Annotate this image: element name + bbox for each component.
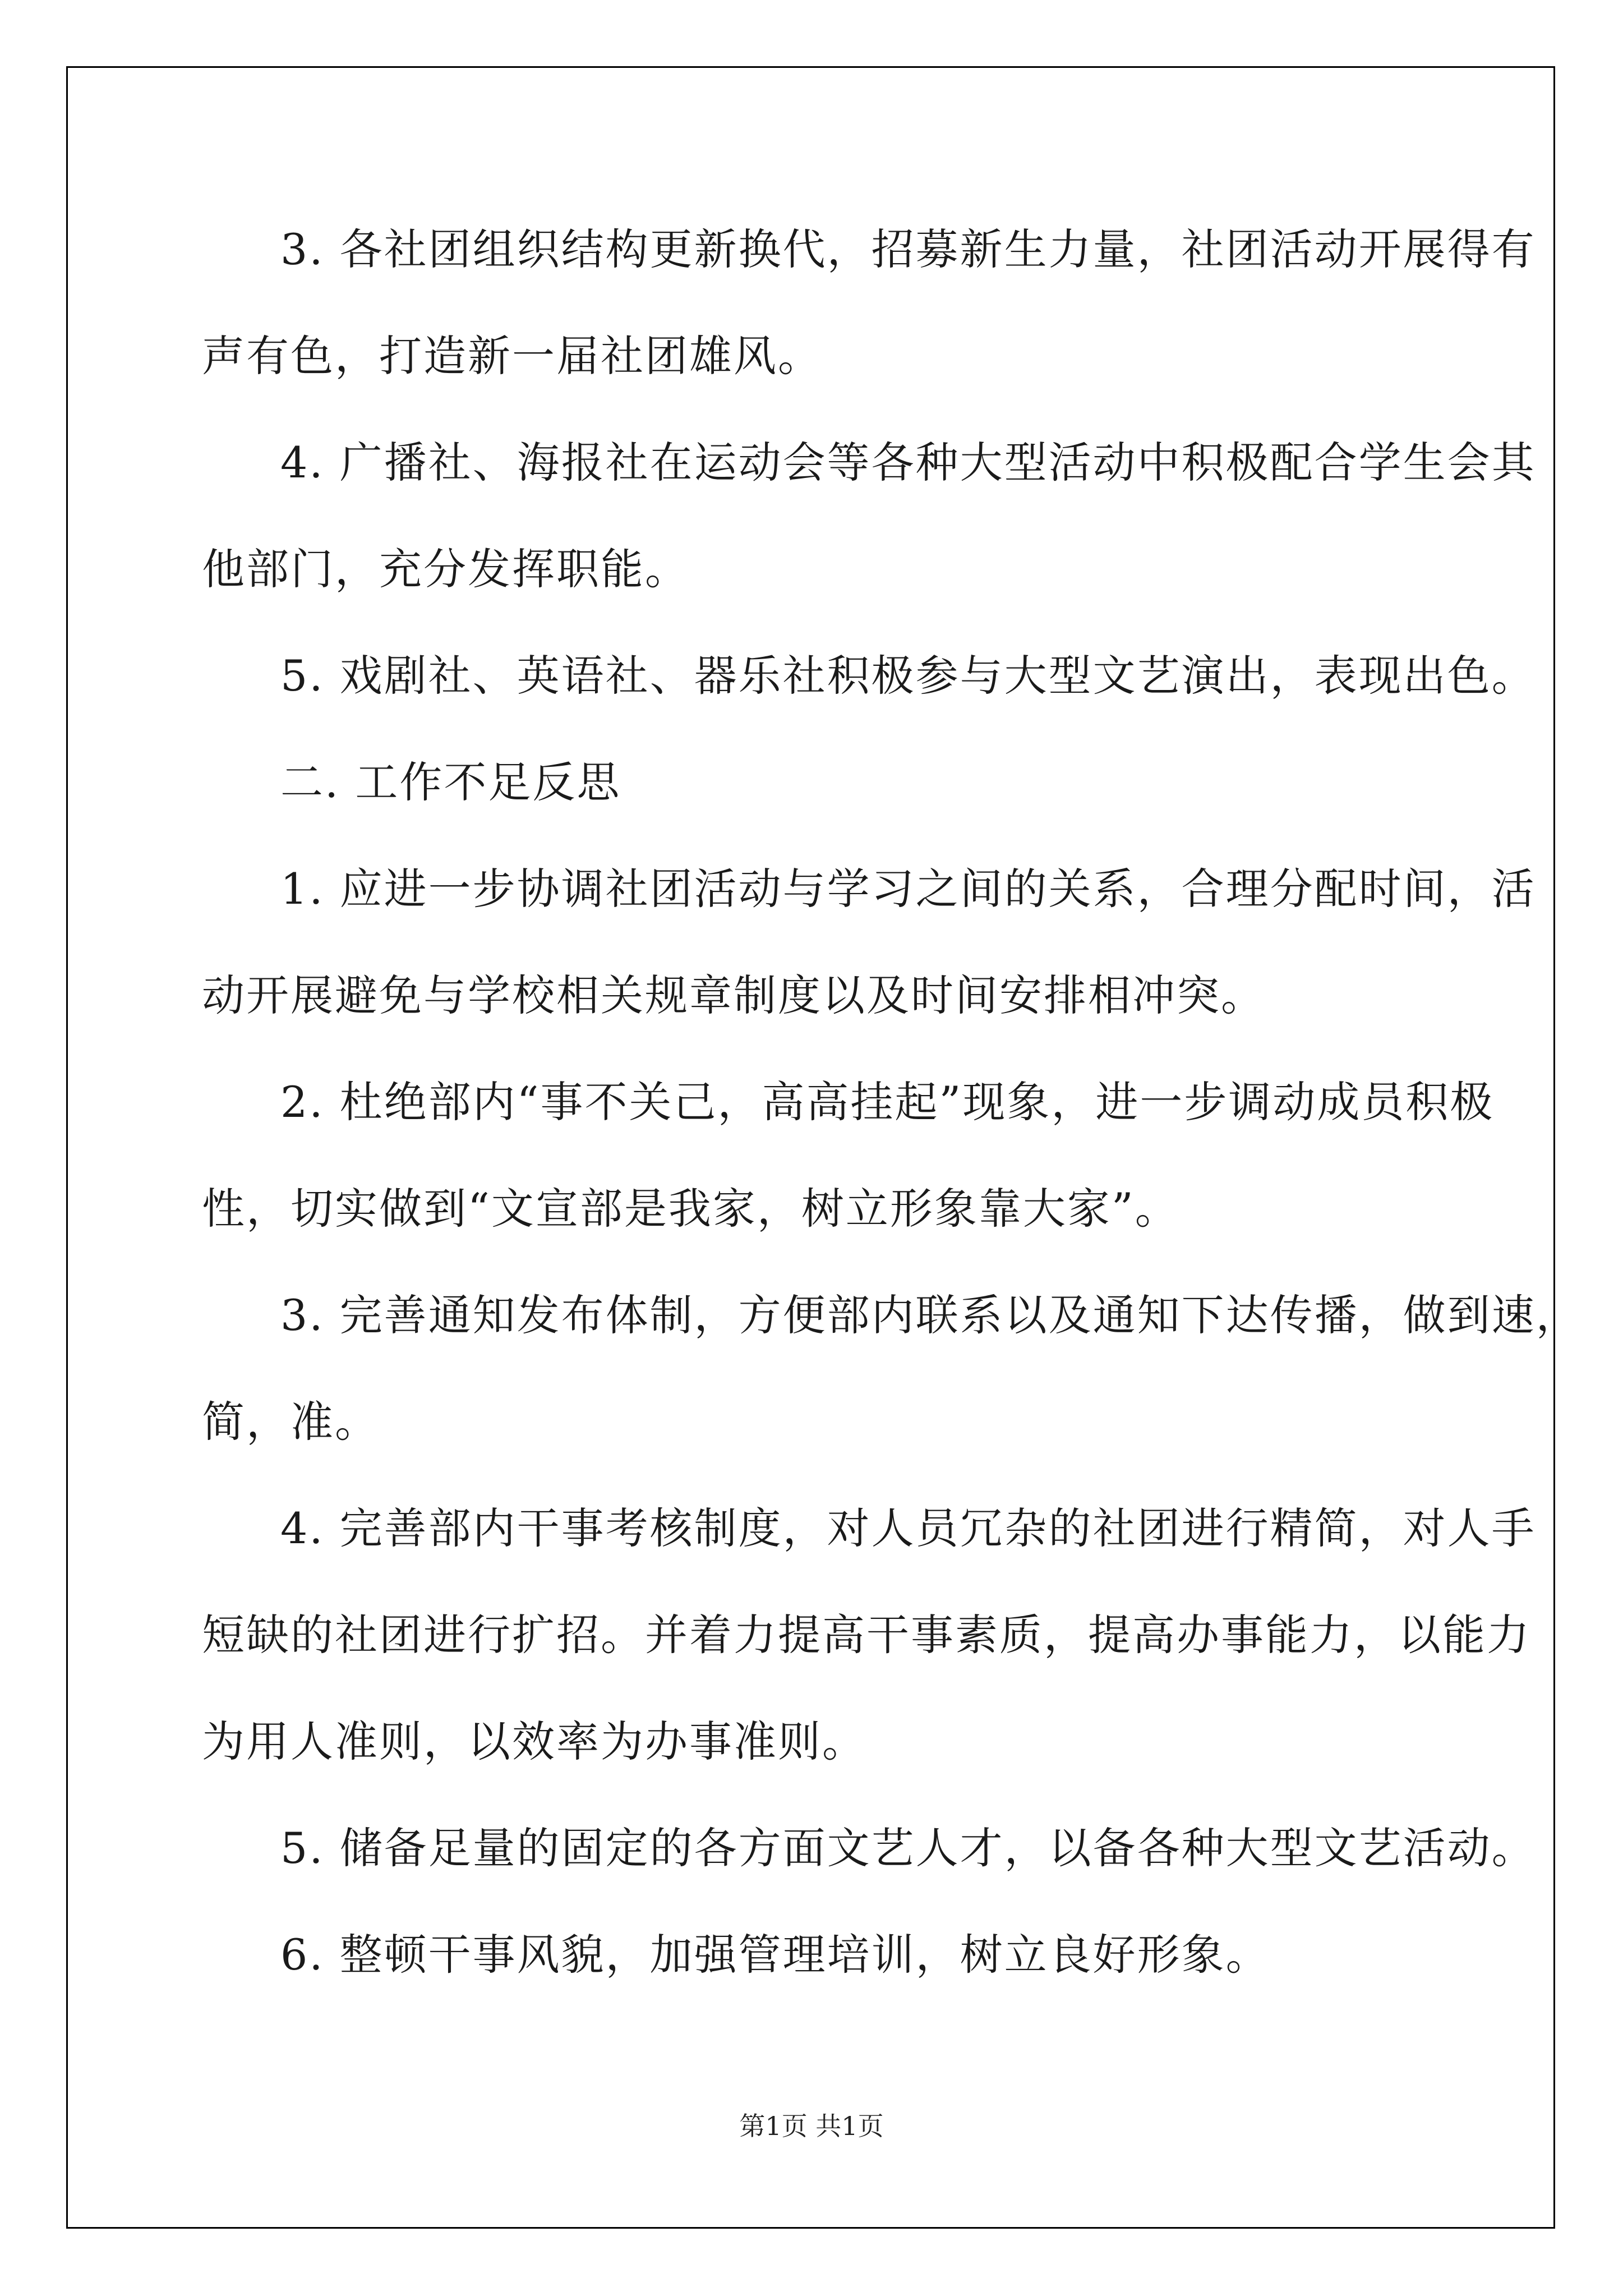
- paragraph-line: 3. 各社团组织结构更新换代，招募新生力量，社团活动开展得有: [280, 224, 1536, 274]
- paragraph-line: 为用人准则，以效率为办事准则。: [202, 1717, 866, 1766]
- paragraph-line: 4. 完善部内干事考核制度，对人员冗杂的社团进行精简，对人手: [280, 1503, 1536, 1553]
- paragraph-line: 4. 广播社、海报社在运动会等各种大型活动中积极配合学生会其: [280, 438, 1536, 487]
- paragraph-line: 6. 整顿干事风貌，加强管理培训，树立良好形象。: [280, 1930, 1270, 1980]
- page-number-footer: 第1页 共1页: [739, 2111, 884, 2141]
- paragraph-line: 他部门，充分发挥职能。: [202, 544, 689, 594]
- paragraph-line: 5. 戏剧社、英语社、器乐社积极参与大型文艺演出，表现出色。: [280, 651, 1536, 701]
- paragraph-line: 简，准。: [202, 1397, 379, 1447]
- paragraph-line: 性，切实做到“文宣部是我家，树立形象靠大家”。: [202, 1184, 1179, 1234]
- paragraph-line: 动开展避免与学校相关规章制度以及时间安排相冲突。: [202, 970, 1265, 1020]
- paragraph-line: 3. 完善通知发布体制，方便部内联系以及通知下达传播，做到速，: [280, 1290, 1580, 1340]
- paragraph-line: 1. 应进一步协调社团活动与学习之间的关系，合理分配时间，活: [280, 864, 1536, 914]
- paragraph-line: 声有色，打造新一届社团雄风。: [202, 331, 822, 381]
- page-border: [66, 66, 1555, 2229]
- paragraph-line: 短缺的社团进行扩招。并着力提高干事素质，提高办事能力，以能力: [202, 1610, 1531, 1660]
- paragraph-line: 2. 杜绝部内“事不关己，高高挂起”现象，进一步调动成员积极: [280, 1077, 1495, 1127]
- section-heading: 二. 工作不足反思: [280, 757, 621, 807]
- paragraph-line: 5. 储备足量的固定的各方面文艺人才，以备各种大型文艺活动。: [280, 1823, 1536, 1873]
